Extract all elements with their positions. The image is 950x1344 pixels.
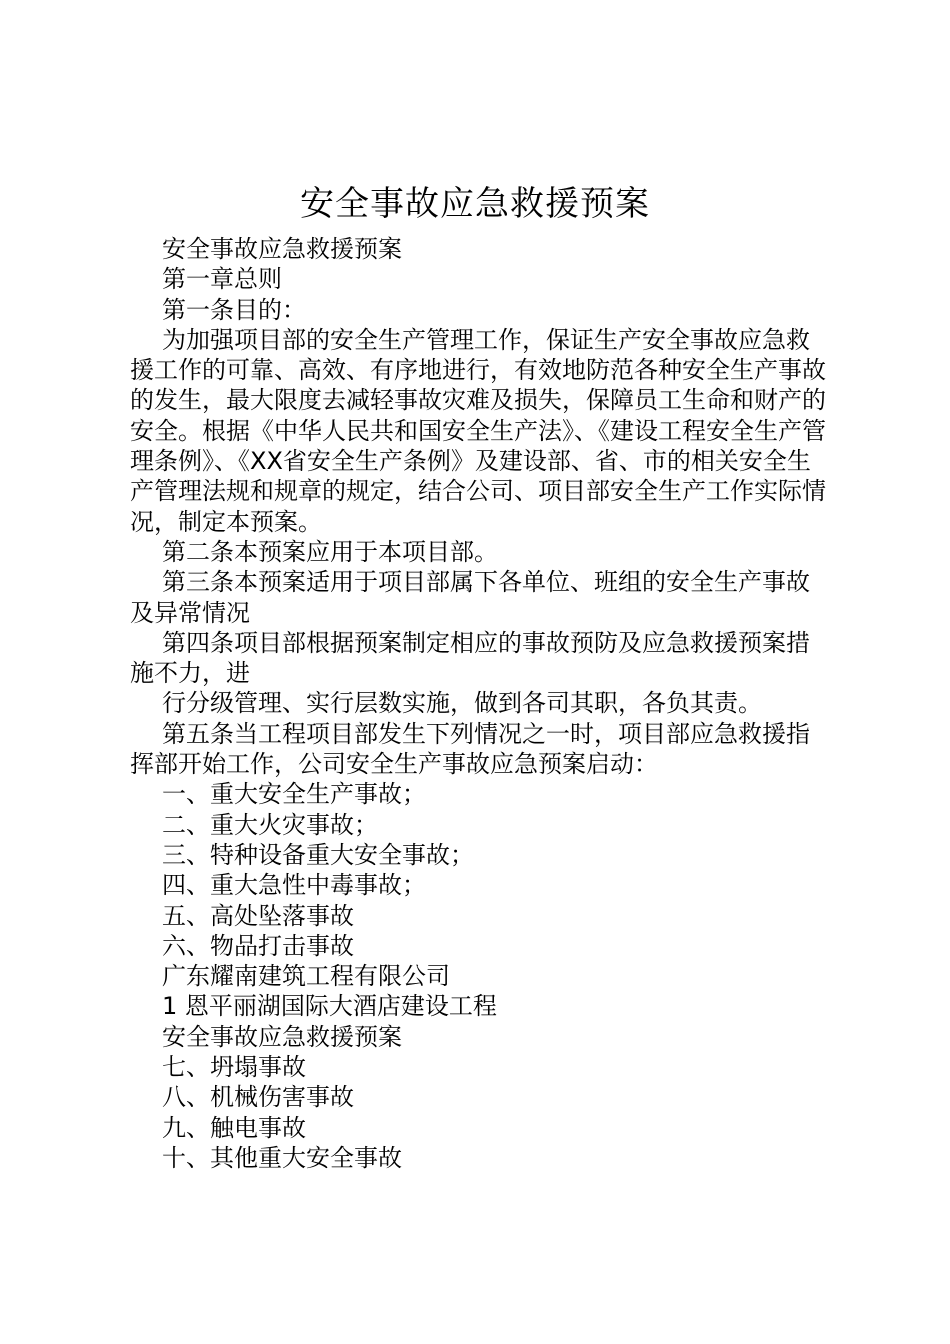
project-name: 1 恩平丽湖国际大酒店建设工程 <box>162 992 497 1021</box>
list-item: 六、物品打击事故 <box>162 931 354 960</box>
paragraph: 行分级管理、实行层数实施，做到各司其职，各负其责。 <box>162 689 762 718</box>
list-item: 二、重大火灾事故； <box>162 810 378 839</box>
chapter-heading: 第一章总则 <box>162 265 282 294</box>
list-item: 一、重大安全生产事故； <box>162 780 426 809</box>
list-item: 九、触电事故 <box>162 1113 306 1142</box>
paragraph: 第三条本预案适用于项目部属下各单位、班组的安全生产事故及异常情况 <box>130 568 810 627</box>
list-item: 七、坍塌事故 <box>162 1053 306 1082</box>
document-title: 安全事故应急救援预案 <box>300 184 650 224</box>
list-item: 五、高处坠落事故 <box>162 901 354 930</box>
paragraph: 第二条本预案应用于本项目部。 <box>162 537 498 566</box>
article-heading: 第一条目的： <box>162 295 306 324</box>
company-name: 广东耀南建筑工程有限公司 <box>162 962 450 991</box>
document-body <box>130 234 830 1173</box>
list-item: 十、其他重大安全事故 <box>162 1143 402 1172</box>
list-item: 三、特种设备重大安全事故； <box>162 840 474 869</box>
paragraph: 为加强项目部的安全生产管理工作，保证生产安全事故应急救援工作的可靠、高效、有序地进行，有效地防范各种安全生产事故的发生，最大限度去减轻事故灾难及损失，保障员工生命和财产的安全。根据《中华人民共和国安全生产法》、《建设工程安全生产管理条例》、《XX省安全生产条例》及建设部、省、市的相关安全生产管理法规和规章的规定，结合公司、项目部安全生产工作实际情况，制定本预案。 <box>130 325 826 536</box>
paragraph: 安全事故应急救援预案 <box>162 235 402 263</box>
list-item: 四、重大急性中毒事故； <box>162 871 426 900</box>
list-item: 八、机械伤害事故 <box>162 1083 354 1112</box>
paragraph: 第五条当工程项目部发生下列情况之一时，项目部应急救援指挥部开始工作，公司安全生产事故应急预案启动： <box>130 719 810 779</box>
paragraph: 第四条项目部根据预案制定相应的事故预防及应急救援预案措施不力，进 <box>130 628 810 688</box>
paragraph: 安全事故应急救援预案 <box>162 1022 402 1051</box>
